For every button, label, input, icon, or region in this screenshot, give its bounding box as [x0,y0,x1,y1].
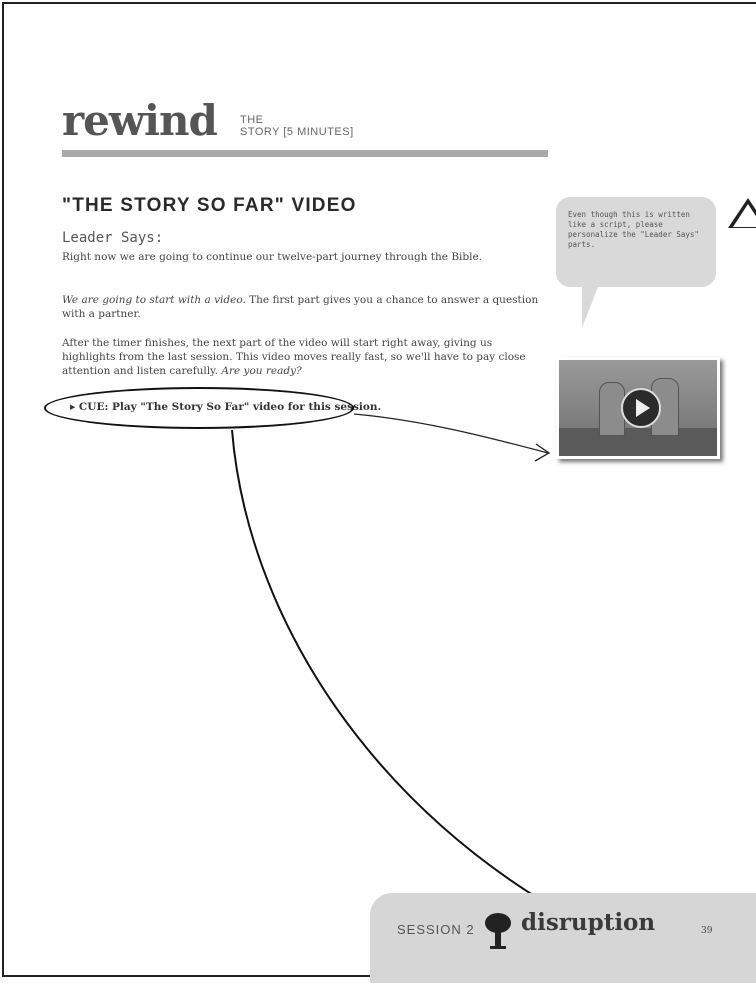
header-subtitle-line2: STORY [5 MINUTES] [240,125,354,138]
paragraph-timer-italic: Are you ready? [221,365,302,377]
speech-bubble-note: Even though this is written like a script, please personalize the "Leader Says" parts. [568,210,699,249]
paragraph-video-rest: The first part gives you a chance to answer a question with a partner. [62,294,539,320]
rewind-heading: rewind [62,96,217,145]
paragraph-timer-main: After the timer finishes, the next part of the video will start right away, giving us highlights from the last session. This video moves really fast, so we'll have to pay close attention and listen carefully. [62,337,526,377]
footer-session-title: disruption [521,909,656,936]
footer-band [370,893,756,983]
leader-says-label: Leader Says: [62,230,164,246]
page-number: 39 [701,926,713,936]
tree-icon [482,912,514,950]
cue-to-thumbnail-arrow [354,414,548,453]
long-curve-line [232,430,700,972]
paragraph-video-italic: We are going to start with a video. [62,294,246,306]
paragraph-intro: Right now we are going to continue our twelve-part journey through the Bible. [62,251,483,263]
cue-instruction: ▸ CUE: Play "The Story So Far" video for this session. [70,401,382,413]
header-subtitle-line1: THE [240,114,264,126]
section-title: "THE STORY SO FAR" VIDEO [62,195,357,216]
footer-session-label: SESSION 2 [397,922,475,937]
